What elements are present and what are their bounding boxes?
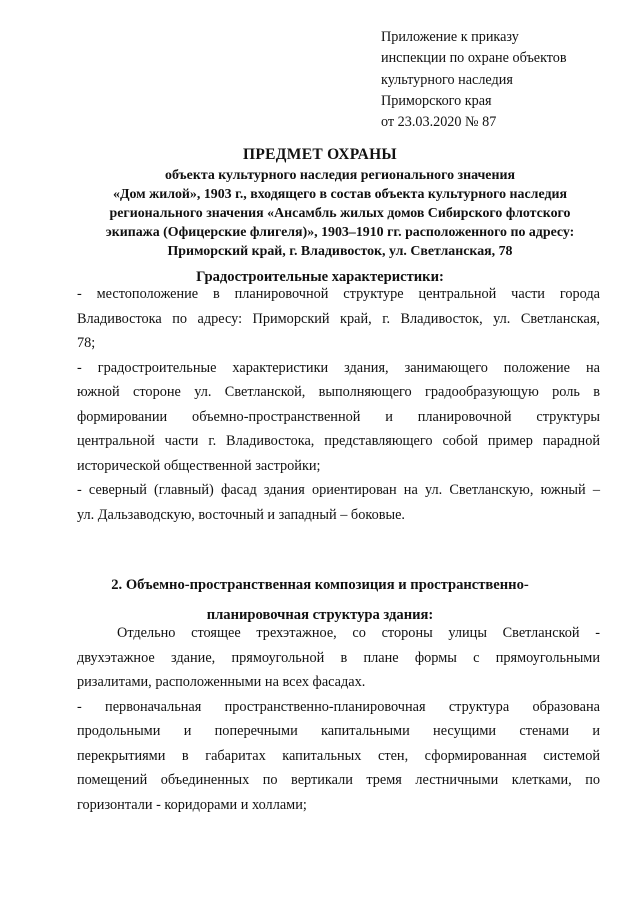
- paragraph-line: помещений объединенных по вертикали тремя лестничными клетками, по: [77, 772, 600, 788]
- heading-line: планировочная структура здания:: [206, 607, 434, 623]
- heading-line: 2. Объемно-пространственная композиция и пространственно-: [111, 577, 529, 593]
- annex-line: инспекции по охране объектов: [381, 50, 567, 67]
- paragraph-line: - градостроительные характеристики здания, занимающего положение на: [77, 359, 600, 376]
- paragraph-line: - местоположение в планировочной структуре центральной части города: [77, 286, 600, 302]
- annex-line: от 23.03.2020 № 87: [381, 114, 497, 131]
- paragraph-line: горизонтали - коридорами и холлами;: [77, 796, 307, 813]
- subtitle-line: объекта культурного наследия регионального значения: [165, 168, 515, 183]
- section1-body: [77, 282, 600, 527]
- annex-block: [381, 27, 611, 133]
- paragraph-line: исторической общественной застройки;: [77, 457, 321, 474]
- section1-heading: Градостроительные характеристики:: [196, 269, 444, 285]
- subtitle-line: регионального значения «Ансамбль жилых домов Сибирского флотского: [109, 206, 571, 222]
- annex-line: Приложение к приказу: [381, 29, 519, 45]
- paragraph-line: перекрытиями в габаритах капитальных стен, сформированная системой: [77, 747, 600, 764]
- annex-line: Приморского края: [381, 92, 492, 109]
- paragraph-line: - северный (главный) фасад здания ориентирован на ул. Светланскую, южный –: [77, 482, 600, 498]
- paragraph-line: двухэтажное здание, прямоугольной в плане формы с прямоугольными: [77, 649, 600, 666]
- paragraph-line: - первоначальная пространственно-планировочная структура образована: [77, 698, 600, 715]
- annex-line: культурного наследия: [381, 71, 513, 88]
- section2-body: [77, 621, 600, 817]
- paragraph-line: формировании объемно-пространственной и планировочной структуры: [77, 408, 600, 425]
- paragraph-line: ул. Дальзаводскую, восточный и западный – боковые.: [77, 506, 405, 523]
- paragraph-line: центральной части г. Владивостока, представляющего собой пример парадной: [77, 433, 600, 449]
- paragraph-line: Отдельно стоящее трехэтажное, со стороны улицы Светланской -: [117, 625, 600, 641]
- paragraph-line: южной стороне ул. Светланской, выполняющего градообразующую роль в: [77, 384, 600, 400]
- subtitle-line: экипажа (Офицерские флигеля)», 1903–1910 гг. расположенного по адресу:: [105, 225, 575, 241]
- subtitle-line: Приморский край, г. Владивосток, ул. Светланская, 78: [167, 244, 513, 260]
- document-title: ПРЕДМЕТ ОХРАНЫ: [243, 146, 397, 163]
- paragraph-line: ризалитами, расположенными на всех фасадах.: [77, 674, 366, 690]
- subtitle-line: «Дом жилой», 1903 г., входящего в состав объекта культурного наследия: [113, 187, 567, 203]
- paragraph-line: 78;: [77, 335, 96, 351]
- document-subtitle: [60, 166, 620, 261]
- paragraph-line: Владивостока по адресу: Приморский край, г. Владивосток, ул. Светланская,: [77, 310, 600, 327]
- paragraph-line: продольными и поперечными капитальными несущими стенами и: [77, 723, 600, 739]
